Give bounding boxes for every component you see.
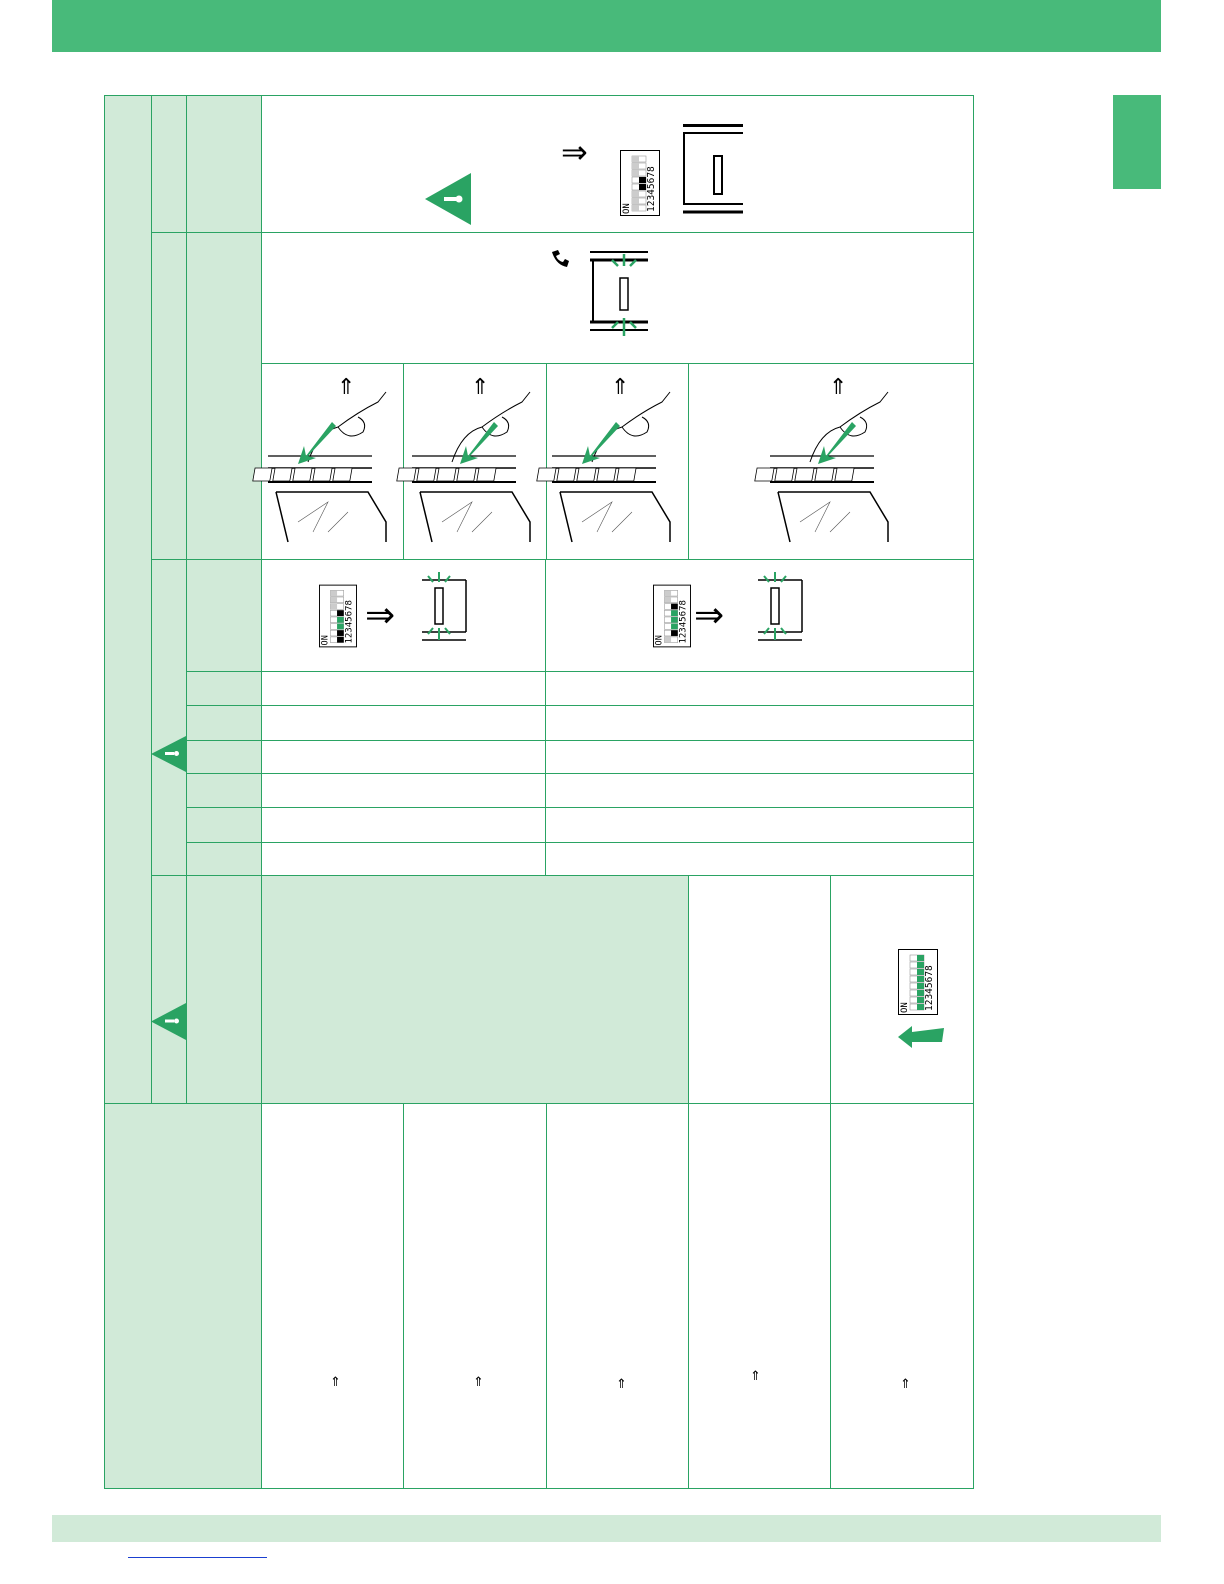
row-divider <box>104 1103 974 1104</box>
arrow-right-icon: ⇒ <box>365 595 396 636</box>
row-divider <box>186 807 974 808</box>
dip-switch-icon <box>319 584 357 648</box>
col-divider <box>830 875 831 1103</box>
note-box <box>261 876 689 1103</box>
col-divider <box>403 1103 404 1489</box>
hand-press-illustration <box>268 372 398 542</box>
hand-press-illustration <box>770 372 900 542</box>
arrow-right-icon: ⇒ <box>561 133 588 171</box>
col-divider <box>830 1103 831 1489</box>
side-tab[interactable] <box>1113 95 1161 189</box>
led-indicator-icon <box>590 248 652 340</box>
row-divider <box>151 232 974 233</box>
row-divider <box>186 740 974 741</box>
arrow-up-icon: ⇑ <box>750 1369 761 1384</box>
col-divider <box>261 95 262 1489</box>
dip-switch-on-label: ON <box>320 635 331 646</box>
table-border-bottom <box>104 1488 974 1489</box>
left-sidebar-column <box>105 96 151 1488</box>
table-border-top <box>104 95 974 96</box>
dip-switch-numbers: 12345678 <box>678 600 689 644</box>
footer-link-underline[interactable] <box>128 1557 267 1558</box>
col-divider <box>151 95 152 1103</box>
row-divider <box>186 671 974 672</box>
panel-display-icon <box>683 124 745 214</box>
dip-switch-numbers: 12345678 <box>646 166 657 212</box>
arrow-right-icon: ⇒ <box>694 595 725 636</box>
dip-switch-numbers: 12345678 <box>924 965 935 1011</box>
led-indicator-icon <box>756 572 806 646</box>
dip-switch-icon <box>653 584 691 648</box>
dip-switch-on-label: ON <box>900 1002 910 1013</box>
dip-switch-numbers: 12345678 <box>344 600 355 644</box>
col-divider <box>186 95 187 1103</box>
handset-icon <box>550 248 574 270</box>
header-bar <box>52 0 1161 52</box>
green-arrow-icon <box>898 1024 946 1048</box>
row-divider <box>186 705 974 706</box>
row-divider <box>261 363 974 364</box>
warning-triangle-icon <box>425 173 471 225</box>
svg-text:⇑: ⇑ <box>337 375 356 400</box>
row-divider <box>151 559 974 560</box>
warning-triangle-icon <box>151 1003 186 1040</box>
warning-triangle-icon <box>151 736 186 772</box>
table-border-left <box>104 95 105 1489</box>
dip-switch-icon <box>898 948 938 1016</box>
row-divider <box>186 842 974 843</box>
row-divider <box>186 773 974 774</box>
arrow-up-icon: ⇑ <box>900 1377 911 1392</box>
svg-text:⇑: ⇑ <box>611 375 630 400</box>
col-divider <box>546 1103 547 1489</box>
dip-switch-on-label: ON <box>654 635 665 646</box>
footer-bar <box>52 1515 1161 1542</box>
table-border-right <box>973 95 974 1489</box>
dip-switch-on-label: ON <box>622 203 632 214</box>
row-divider <box>151 875 974 876</box>
arrow-up-icon: ⇑ <box>330 1375 341 1390</box>
col-divider <box>546 363 547 560</box>
arrow-up-icon: ⇑ <box>616 1377 627 1392</box>
arrow-up-icon: ⇑ <box>473 1375 484 1390</box>
col-divider <box>688 875 689 1103</box>
svg-text:⇑: ⇑ <box>829 375 848 400</box>
col-divider <box>545 559 546 876</box>
col-divider <box>688 1103 689 1489</box>
hand-press-illustration <box>412 372 542 542</box>
bottom-label-area <box>151 1103 261 1488</box>
hand-press-illustration <box>552 372 682 542</box>
svg-text:⇑: ⇑ <box>471 375 490 400</box>
led-indicator-icon <box>420 572 470 646</box>
col-divider <box>403 363 404 560</box>
col-divider <box>688 363 689 560</box>
step-number-column <box>151 96 186 1103</box>
dip-switch-icon <box>620 150 660 216</box>
